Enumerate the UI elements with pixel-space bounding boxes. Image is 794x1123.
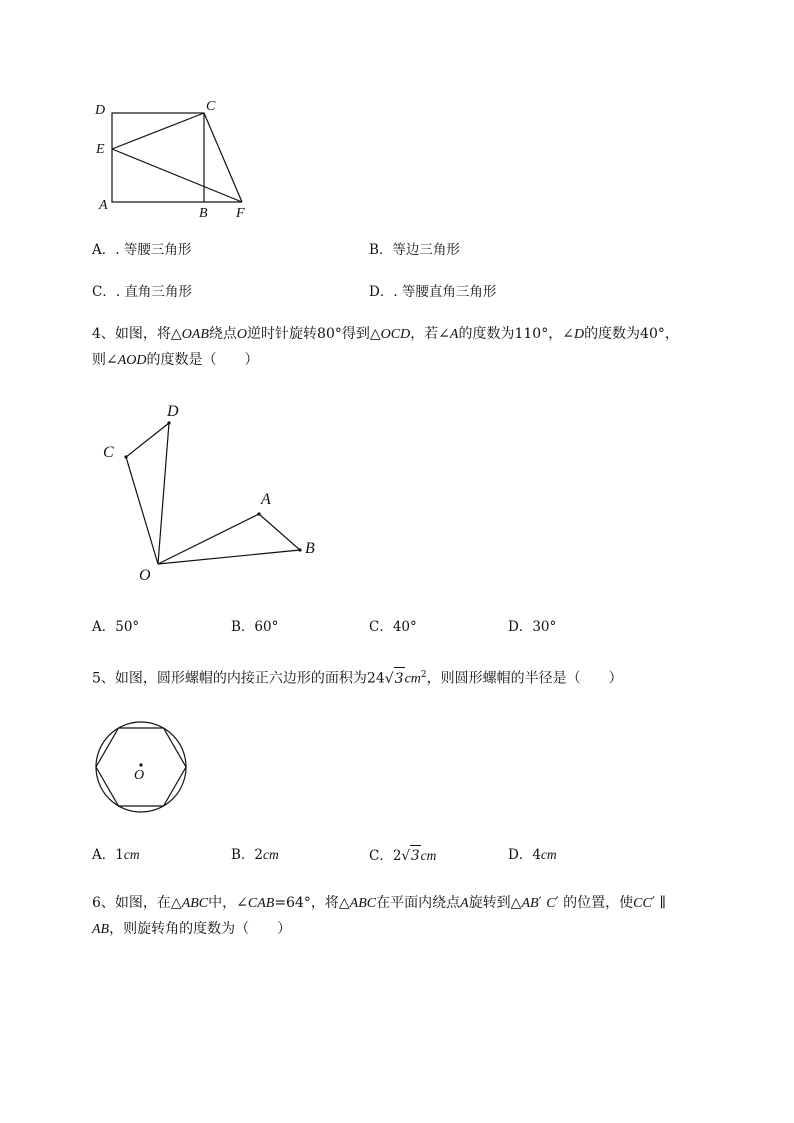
q5-option-unit: cm xyxy=(420,848,437,863)
q4-text: 绕点 xyxy=(208,326,237,342)
q5-figure xyxy=(90,713,200,823)
q4-var: OAB xyxy=(181,327,209,342)
q5-circle xyxy=(96,722,186,812)
q4-triangle-oab xyxy=(158,514,300,564)
q3-option-a: A．. 等腰三角形 xyxy=(92,242,192,258)
q4-var: OCD xyxy=(380,327,411,342)
q3-label-f: F xyxy=(236,206,245,221)
q6-question-line1 xyxy=(92,892,666,915)
q4-label-b: B xyxy=(305,540,315,557)
q3-option-d: D．. 等腰直角三角形 xyxy=(369,284,497,300)
q4-text: 的度数是（ ） xyxy=(146,352,259,368)
q4-label-a: A xyxy=(261,491,271,508)
q6-text: =64°，将△ xyxy=(274,895,350,911)
q6-text: 中，∠ xyxy=(208,895,248,911)
q5-sqrt-radicand: 3 xyxy=(394,667,405,690)
sqrt-sign: √ xyxy=(384,670,394,687)
q5-text: 5、如图，圆形螺帽的内接正六边形的面积为24 xyxy=(92,670,385,687)
q4-option-b: B．60° xyxy=(231,619,279,635)
q4-point-c xyxy=(124,455,127,458)
q4-label-o: O xyxy=(139,567,151,584)
q4-var: A xyxy=(449,327,459,342)
q5-text: ，则圆形螺帽的半径是（ ） xyxy=(426,670,623,687)
q6-var: AB xyxy=(92,922,110,937)
q4-question-line1 xyxy=(92,323,679,346)
q5-sqrt xyxy=(385,667,405,690)
q3-option-c: C．. 直角三角形 xyxy=(92,284,192,300)
q4-text: 4、如图，将△ xyxy=(92,326,182,342)
q6-text: ′ xyxy=(538,895,547,911)
q3-segment-ce xyxy=(112,113,204,149)
q5-option-unit: cm xyxy=(540,847,557,862)
q4-text: 则∠ xyxy=(92,352,118,368)
q4-label-d: D xyxy=(167,403,179,420)
q4-text: 的度数为110°，∠ xyxy=(458,326,574,342)
q5-unit-exponent: 2 xyxy=(420,670,427,680)
q5-option-unit: cm xyxy=(123,847,140,862)
q4-option-c: C．40° xyxy=(369,619,417,635)
q6-text: ′ ∥ xyxy=(651,895,666,911)
q6-var: C xyxy=(546,896,556,911)
q5-option-b-text: B．2 xyxy=(231,847,264,863)
q4-figure xyxy=(95,398,335,588)
q4-label-c: C xyxy=(103,444,114,461)
q4-text: 的度数为40°， xyxy=(584,326,679,342)
q3-label-c: C xyxy=(206,99,216,114)
q4-triangle-ocd xyxy=(126,423,169,564)
q6-var: ABC xyxy=(349,896,377,911)
q6-question-line2 xyxy=(92,918,291,941)
q6-var: ABC xyxy=(181,896,209,911)
q5-option-unit: cm xyxy=(263,847,279,862)
q4-option-a: A．50° xyxy=(92,619,140,635)
q5-option-c-radicand: 3 xyxy=(410,845,421,866)
q3-figure xyxy=(85,95,265,225)
q5-label-o: O xyxy=(134,768,145,783)
q3-label-e: E xyxy=(96,142,105,157)
q4-point-b xyxy=(298,548,301,551)
q4-text: ，若∠ xyxy=(410,326,450,342)
q6-text: ′ 的位置，使 xyxy=(555,895,634,911)
q5-hexagon xyxy=(96,728,186,806)
q4-point-d xyxy=(167,421,170,424)
q6-text: 在平面内绕点 xyxy=(376,895,461,911)
q6-text: ，则旋转角的度数为（ ） xyxy=(109,921,292,937)
q4-var: D xyxy=(573,327,585,342)
q5-unit: cm xyxy=(404,671,421,687)
q3-square xyxy=(112,113,204,202)
q5-question xyxy=(92,664,623,691)
q5-option-c-sqrt xyxy=(401,845,420,866)
q3-label-b: B xyxy=(199,206,208,221)
q6-var: CC xyxy=(633,896,652,911)
q5-option-a xyxy=(92,845,140,865)
q4-question-line2 xyxy=(92,349,259,372)
q4-text: 逆时针旋转80°得到△ xyxy=(247,326,381,342)
q3-option-b: B．等边三角形 xyxy=(369,242,460,258)
q5-option-c-text: C．2 xyxy=(369,848,402,864)
sqrt-sign: √ xyxy=(401,848,411,864)
q3-label-d: D xyxy=(95,103,106,118)
q5-option-a-text: A．1 xyxy=(92,847,124,863)
q5-option-d-text: D．4 xyxy=(508,847,541,863)
q6-text: 6、如图，在△ xyxy=(92,895,182,911)
q5-option-c xyxy=(369,845,436,866)
q6-text: 旋转到△ xyxy=(468,895,522,911)
q5-option-d xyxy=(508,845,557,865)
q4-var: AOD xyxy=(117,353,147,368)
q4-point-a xyxy=(257,512,260,515)
q6-var: A xyxy=(460,896,469,911)
q6-var: AB xyxy=(521,896,539,911)
q5-center-point xyxy=(139,763,142,766)
q5-option-b xyxy=(231,845,279,865)
q6-var: CAB xyxy=(247,896,275,911)
q3-label-a: A xyxy=(99,198,108,213)
q4-var: O xyxy=(236,327,248,342)
q4-option-d: D．30° xyxy=(508,619,557,635)
